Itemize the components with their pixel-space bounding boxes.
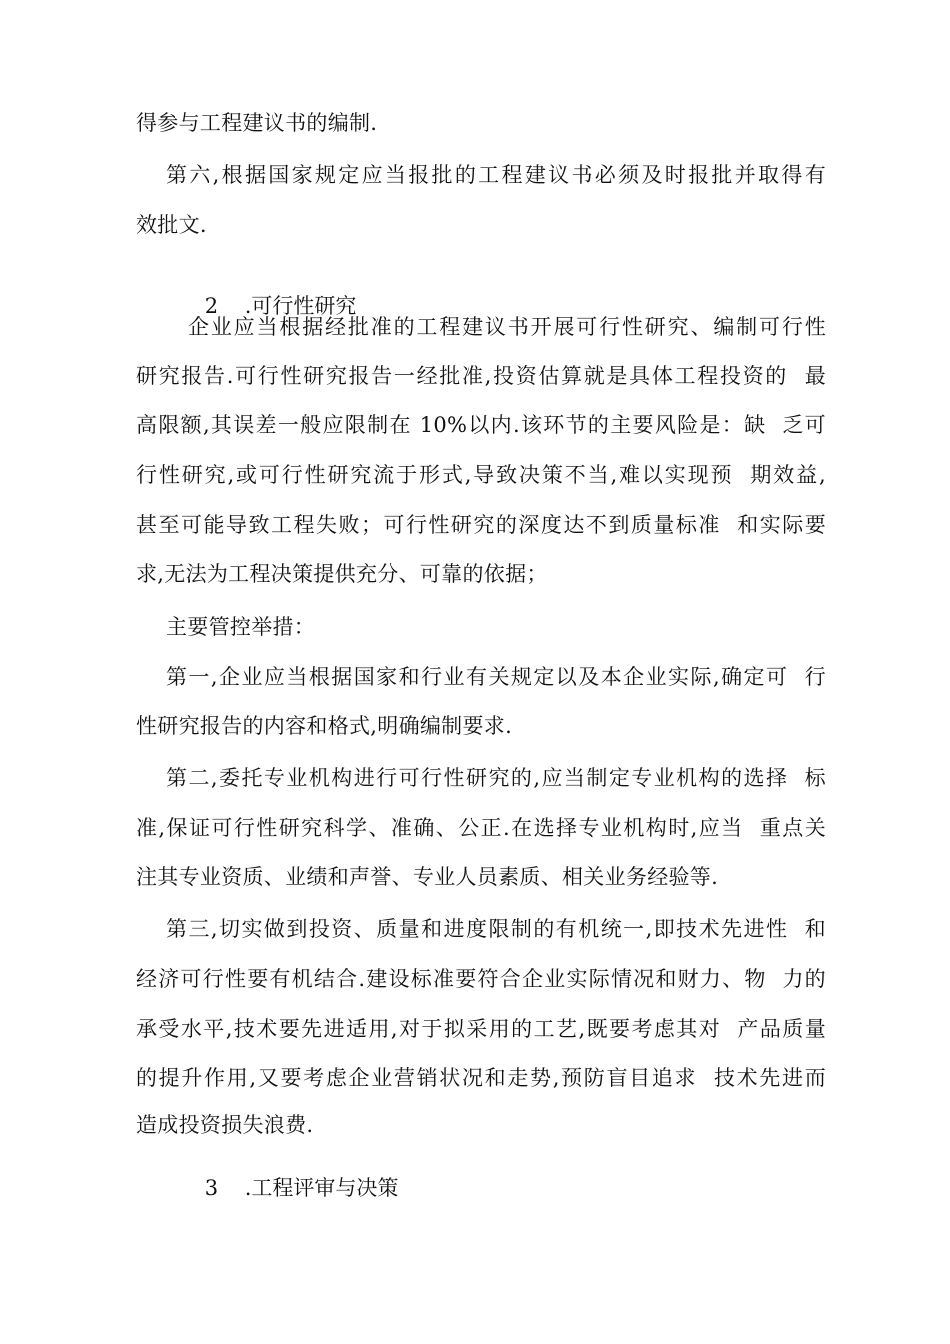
paragraph-line: 性研究报告的内容和格式,明确编制要求. [136,714,513,738]
paragraph-line: 第二,委托专业机构进行可行性研究的,应当制定专业机构的选择 标 [166,766,826,790]
paragraph-line: 经济可行性要有机结合.建设标准要符合企业实际情况和财力、物 力的 [136,967,826,991]
paragraph-line: 主要管控举措： [166,615,316,639]
paragraph-line: 效批文. [136,213,207,237]
paragraph-line: 承受水平,技术要先进适用,对于拟采用的工艺,既要考虑其对 产品质量 [136,1017,826,1041]
paragraph-line: 注其专业资质、业绩和声誉、专业人员素质、相关业务经验等. [136,865,719,889]
section-title: .可行性研究 [244,294,357,318]
paragraph-line: 第六,根据国家规定应当报批的工程建议书必须及时报批并取得有 [166,163,826,187]
paragraph-line: 得参与工程建议书的编制. [136,111,378,135]
paragraph-line: 造成投资损失浪费. [136,1113,314,1137]
paragraph-line: 行性研究,或可行性研究流于形式,导致决策不当,难以实现预 期效益, [136,463,826,487]
paragraph-line: 高限额,其误差一般应限制在 10%以内.该环节的主要风险是：缺 乏可 [136,413,826,437]
paragraph-line: 第一,企业应当根据国家和行业有关规定以及本企业实际,确定可 行 [166,665,826,689]
paragraph-line: 求,无法为工程决策提供充分、可靠的依据； [136,562,548,586]
paragraph-line: 第三,切实做到投资、质量和进度限制的有机统一,即技术先进性 和 [166,917,826,941]
paragraph-line: 研究报告.可行性研究报告一经批准,投资估算就是具体工程投资的 最 [136,364,826,388]
paragraph-line: 企业应当根据经批准的工程建议书开展可行性研究、编制可行性 [188,315,826,339]
paragraph-line: 甚至可能导致工程失败；可行性研究的深度达不到质量标准 和实际要 [136,513,826,537]
paragraph-line: 准,保证可行性研究科学、准确、公正.在选择专业机构时,应当 重点关 [136,816,826,840]
section-number: 2 [204,294,219,318]
section-number: 3 [204,1176,219,1200]
section-heading-3 [178,1143,398,1233]
section-title: .工程评审与决策 [244,1176,399,1200]
paragraph-line: 的提升作用,又要考虑企业营销状况和走势,预防盲目追求 技术先进而 [136,1066,826,1090]
